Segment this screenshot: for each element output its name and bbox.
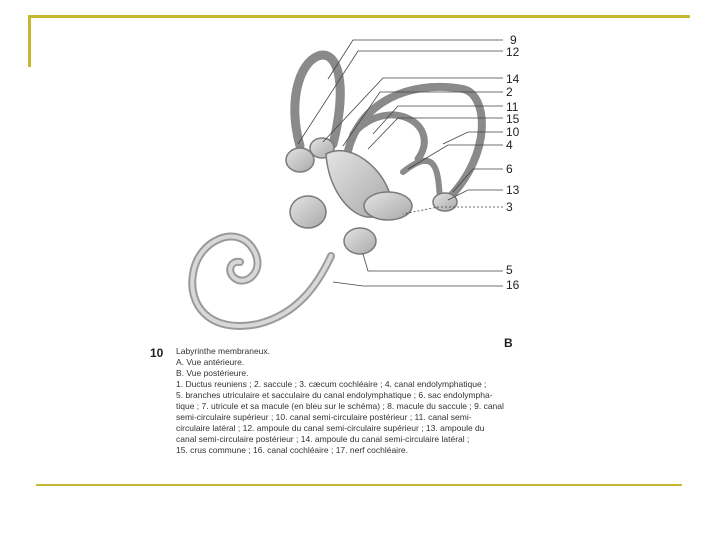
callout-14: 14 (506, 72, 520, 86)
saccule (290, 196, 326, 228)
caption-line: canal semi-circulaire postérieur ; 14. ampoule du canal semi-circulaire latéral ; (176, 434, 470, 444)
caption-line: tique ; 7. utricule et sa macule (en bleu sur le schéma) ; 8. macule du saccule ; 9. canal (176, 401, 504, 411)
caption-line: 15. crus commune ; 16. canal cochléaire ; 17. nerf cochléaire. (176, 445, 408, 455)
caption-line: circulaire latéral ; 12. ampoule du canal semi-circulaire supérieur ; 13. ampoule du (176, 423, 485, 433)
caption-line: Labyrinthe membraneux. (176, 346, 271, 356)
caption-line: B. Vue postérieure. (176, 368, 249, 378)
endolymphatic-duct (403, 161, 440, 199)
slide-frame-bottom-rule (36, 484, 682, 486)
caption-line: semi-circulaire supérieur ; 10. canal semi-circulaire postérieur ; 11. canal semi- (176, 412, 472, 422)
slide-frame-top-rule (28, 15, 690, 18)
cochlear-caecum (344, 228, 376, 254)
callout-2: 2 (506, 85, 513, 99)
figure-number: 10 (150, 346, 164, 360)
sac-region (364, 192, 412, 220)
callout-5: 5 (506, 263, 513, 277)
caption-text (176, 346, 543, 456)
callout-9: 9 (510, 33, 517, 47)
cochlear-duct (192, 237, 331, 326)
caption-line: A. Vue antérieure. (176, 357, 245, 367)
callout-13: 13 (506, 183, 520, 197)
callout-10: 10 (506, 125, 520, 139)
caption-line: 1. Ductus reuniens ; 2. saccule ; 3. cæcum cochléaire ; 4. canal endolymphatique ; (176, 379, 487, 389)
callout-12: 12 (506, 45, 520, 59)
labyrinth-figure (148, 24, 548, 474)
slide-frame-left-rule (28, 15, 31, 67)
lateral-canal (353, 115, 424, 159)
callout-6: 6 (506, 162, 513, 176)
callout-15: 15 (506, 112, 520, 126)
endolymphatic-sac (433, 193, 457, 211)
ampulla-superior (286, 148, 314, 172)
superior-canal (295, 55, 340, 146)
callout-3: 3 (506, 200, 513, 214)
callout-4: 4 (506, 138, 513, 152)
membranous-labyrinth-illustration (148, 24, 548, 344)
callout-16: 16 (506, 278, 520, 292)
panel-label: B (504, 336, 513, 350)
callout-11: 11 (506, 100, 519, 114)
caption-line: 5. branches utriculaire et sacculaire du canal endolymphatique ; 6. sac endolympha- (176, 390, 493, 400)
